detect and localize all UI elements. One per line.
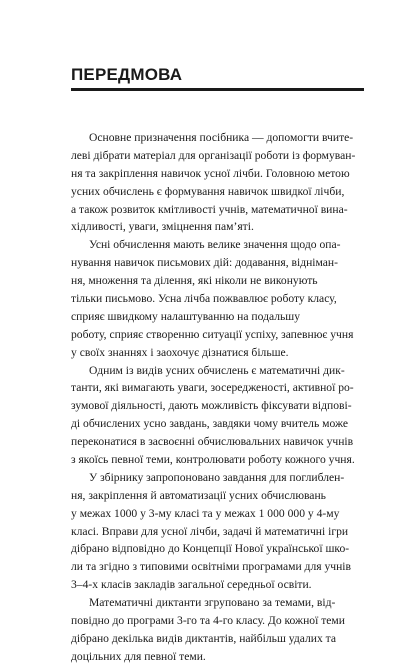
text-line: ня, множення та ділення, які ніколи не виконують xyxy=(71,274,318,288)
paragraph-1 xyxy=(71,129,365,236)
text-line: переконатися в засвоєнні обчислювальних навичок учнів xyxy=(71,435,354,449)
text-line: нування навичок письмових дій: додавання, віднiман- xyxy=(71,256,338,270)
text-line: Основне призначення посібника — допомогти вчите- xyxy=(89,131,354,144)
paragraph-2 xyxy=(71,236,365,361)
text-line: тільки письмово. Усна лічба пожвавлює роботу класу, xyxy=(71,292,337,306)
paragraph-3 xyxy=(71,362,365,469)
text-line: роботу, сприяє створенню ситуації успіху, запевнює учня xyxy=(71,327,354,341)
text-line: Одним із видів усних обчислень є математичні дик- xyxy=(89,363,345,377)
paragraph-4 xyxy=(71,469,365,594)
text-line: класі. Вправи для усної лічби, задачі й математичні ігри xyxy=(71,524,349,538)
text-line: 3–4-х класів закладів загальної середньої освіти. xyxy=(71,578,312,592)
text-line: у своїх знаннях і заохочує дізнатися більше. xyxy=(71,345,289,359)
text-line: танти, які вимагають уваги, зосередженості, активної ро- xyxy=(71,381,354,395)
text-line: ді обчислених усно завдань, завдяки чому вчитель може xyxy=(71,417,348,431)
text-line: У збірнику запропоновано завдання для поглиблен- xyxy=(89,470,345,484)
text-line: у межах 1000 у 3-му класі та у межах 1 000 000 у 4-му xyxy=(71,506,340,520)
text-line: Усні обчислення мають велике значення щодо опа- xyxy=(89,238,341,252)
text-line: зумової діяльності, дають можливість фіксувати відпові- xyxy=(71,399,352,413)
title-underline-rule xyxy=(71,88,364,91)
text-line: з якоїсь певної теми, контролювати роботу кожного учня. xyxy=(71,453,355,467)
text-line: хідливості, уваги, зміцнення пам’яті. xyxy=(71,220,254,234)
text-line: сприяє швидкому налаштуванню на подальшу xyxy=(71,309,301,323)
text-line: Математичні диктанти згруповано за темами, від- xyxy=(89,596,336,610)
page-title: ПЕРЕДМОВА xyxy=(71,65,183,84)
text-line: доцільних для певної теми. xyxy=(71,649,206,663)
text-line: ня, закріплення й автоматизації усних обчислювань xyxy=(71,488,326,502)
text-line: леві дібрати матеріал для організації роботи із формуван- xyxy=(71,148,356,162)
text-line: усних обчислень є формування навичок швидкої лічби, xyxy=(71,184,345,198)
text-line: повідно до програми 3-го та 4-го класу. До кожної теми xyxy=(71,614,345,628)
text-line: дібрано декілька видів диктантів, найбільш удалих та xyxy=(71,631,337,645)
preface-body xyxy=(71,129,365,666)
text-line: ли та згідно з типовими освітніми програмами для учнів xyxy=(71,560,352,574)
text-line: ня та закріплення навичок усної лічби. Головною метою xyxy=(71,166,350,180)
text-line: дібрано відповідно до Концепції Нової української шко- xyxy=(71,542,350,556)
text-line: а також розвиток кмітливості учнів, математичної вина- xyxy=(71,202,348,216)
